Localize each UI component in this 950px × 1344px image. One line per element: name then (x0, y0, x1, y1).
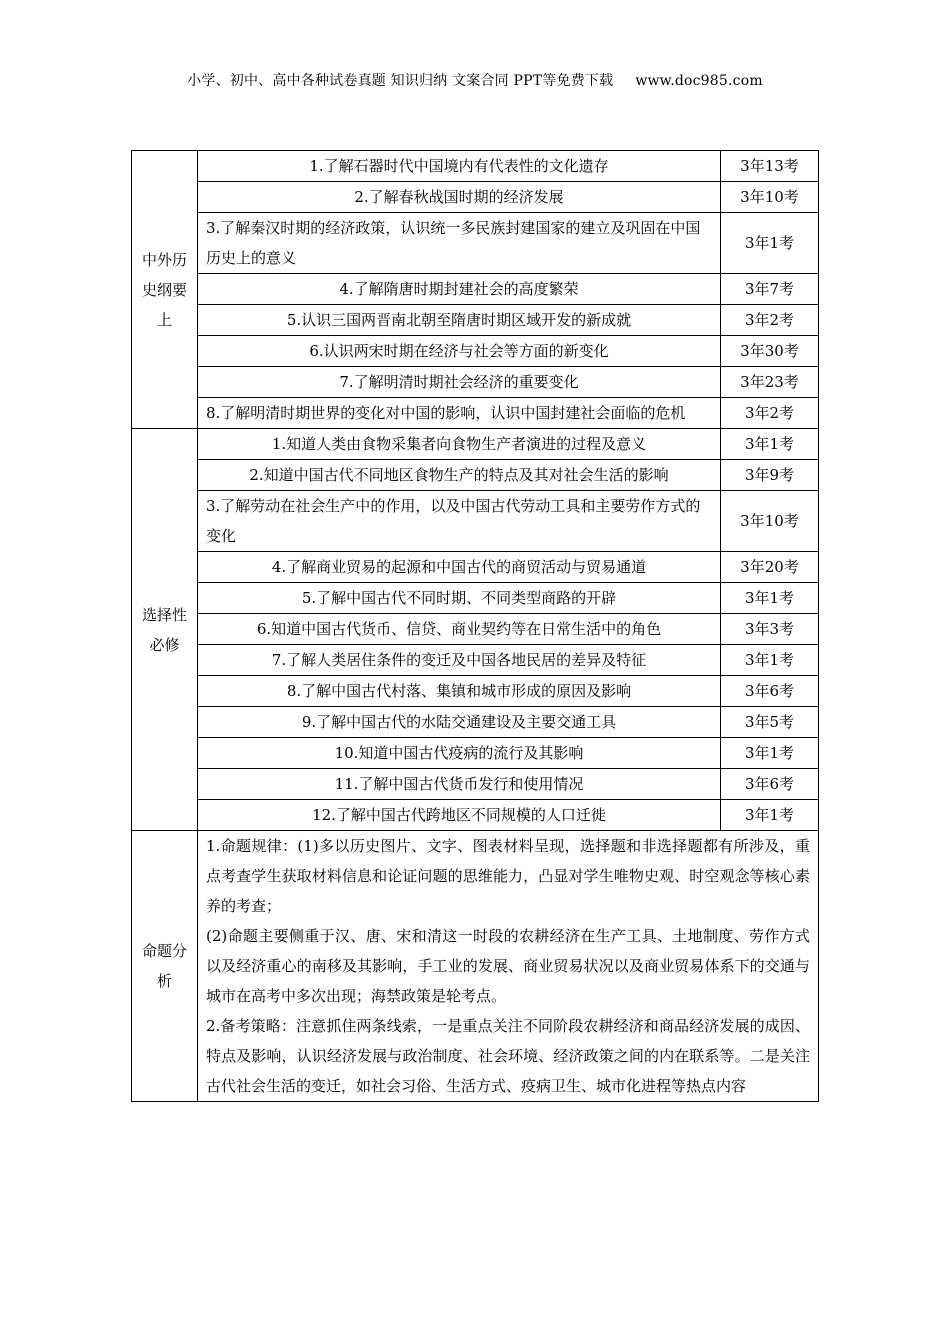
exam-count: 3年10考 (721, 182, 819, 213)
item-text: 4.了解隋唐时期封建社会的高度繁荣 (198, 274, 721, 305)
exam-count: 3年23考 (721, 367, 819, 398)
header-text: 小学、初中、高中各种试卷真题 知识归纳 文案合同 PPT等免费下载 (187, 73, 614, 89)
item-text: 5.了解中国古代不同时期、不同类型商路的开辟 (198, 583, 721, 614)
item-text: 8.了解中国古代村落、集镇和城市形成的原因及影响 (198, 676, 721, 707)
table-row (132, 213, 819, 274)
exam-count: 3年1考 (721, 738, 819, 769)
table-row (132, 738, 819, 769)
exam-count: 3年20考 (721, 552, 819, 583)
table-row (132, 645, 819, 676)
table-row (132, 398, 819, 429)
item-text: 2.知道中国古代不同地区食物生产的特点及其对社会生活的影响 (198, 460, 721, 491)
exam-count: 3年2考 (721, 398, 819, 429)
table-row (132, 182, 819, 213)
exam-count: 3年1考 (721, 213, 819, 274)
exam-count: 3年6考 (721, 769, 819, 800)
exam-count: 3年30考 (721, 336, 819, 367)
table-row (132, 583, 819, 614)
item-text: 2.了解春秋战国时期的经济发展 (198, 182, 721, 213)
exam-count: 3年2考 (721, 305, 819, 336)
item-text: 12.了解中国古代跨地区不同规模的人口迁徙 (198, 800, 721, 831)
item-text: 3.了解劳动在社会生产中的作用，以及中国古代劳动工具和主要劳作方式的变化 (198, 491, 721, 552)
item-text: 5.认识三国两晋南北朝至隋唐时期区域开发的新成就 (198, 305, 721, 336)
item-text: 11.了解中国古代货币发行和使用情况 (198, 769, 721, 800)
item-text: 1.知道人类由食物采集者向食物生产者演进的过程及意义 (198, 429, 721, 460)
analysis-paragraph: 1.命题规律：(1)多以历史图片、文字、图表材料呈现，选择题和非选择题都有所涉及，重点考查学生获取材料信息和论证问题的思维能力，凸显对学生唯物史观、时空观念等核心素养的考查； (206, 837, 810, 915)
exam-count: 3年10考 (721, 491, 819, 552)
analysis-paragraph: 2.备考策略：注意抓住两条线索，一是重点关注不同阶段农耕经济和商品经济发展的成因、特点及影响，认识经济发展与政治制度、社会环境、经济政策之间的内在联系等。二是关注古代社会生活的变迁，如社会习俗、生活方式、疫病卫生、城市化进程等热点内容 (206, 1017, 810, 1095)
table-row (132, 305, 819, 336)
table-row (132, 707, 819, 738)
analysis-content (198, 831, 819, 1102)
item-text: 4.了解商业贸易的起源和中国古代的商贸活动与贸易通道 (198, 552, 721, 583)
item-text: 10.知道中国古代疫病的流行及其影响 (198, 738, 721, 769)
item-text: 7.了解明清时期社会经济的重要变化 (198, 367, 721, 398)
table-row (132, 491, 819, 552)
table-row (132, 769, 819, 800)
table-row (132, 336, 819, 367)
exam-count: 3年1考 (721, 645, 819, 676)
exam-count: 3年3考 (721, 614, 819, 645)
table-row (132, 676, 819, 707)
syllabus-table (131, 150, 819, 1102)
exam-count: 3年1考 (721, 800, 819, 831)
table-row (132, 552, 819, 583)
item-text: 9.了解中国古代的水陆交通建设及主要交通工具 (198, 707, 721, 738)
analysis-paragraph: (2)命题主要侧重于汉、唐、宋和清这一时段的农耕经济在生产工具、土地制度、劳作方式以及经济重心的南移及其影响，手工业的发展、商业贸易状况以及商业贸易体系下的交通与城市在高考中多次出现；海禁政策是轮考点。 (206, 927, 810, 1005)
table-row (132, 151, 819, 182)
exam-count: 3年9考 (721, 460, 819, 491)
table-row (132, 274, 819, 305)
item-text: 7.了解人类居住条件的变迁及中国各地民居的差异及特征 (198, 645, 721, 676)
table-row (132, 429, 819, 460)
table-row (132, 800, 819, 831)
item-text: 8.了解明清时期世界的变化对中国的影响，认识中国封建社会面临的危机 (198, 398, 721, 429)
table-row (132, 367, 819, 398)
analysis-category: 命题分析 (132, 831, 198, 1102)
exam-count: 3年6考 (721, 676, 819, 707)
item-text: 6.认识两宋时期在经济与社会等方面的新变化 (198, 336, 721, 367)
exam-count: 3年1考 (721, 429, 819, 460)
header-site-link[interactable]: www.doc985.com (635, 73, 763, 89)
page-header (0, 70, 950, 90)
exam-count: 3年5考 (721, 707, 819, 738)
exam-count: 3年7考 (721, 274, 819, 305)
exam-count: 3年13考 (721, 151, 819, 182)
item-text: 3.了解秦汉时期的经济政策，认识统一多民族封建国家的建立及巩固在中国历史上的意义 (198, 213, 721, 274)
section-category: 中外历史纲要上 (132, 151, 198, 429)
section-category: 选择性必修 (132, 429, 198, 831)
analysis-row (132, 831, 819, 1102)
table-row (132, 460, 819, 491)
table-row (132, 614, 819, 645)
item-text: 1.了解石器时代中国境内有代表性的文化遗存 (198, 151, 721, 182)
exam-count: 3年1考 (721, 583, 819, 614)
item-text: 6.知道中国古代货币、信贷、商业契约等在日常生活中的角色 (198, 614, 721, 645)
